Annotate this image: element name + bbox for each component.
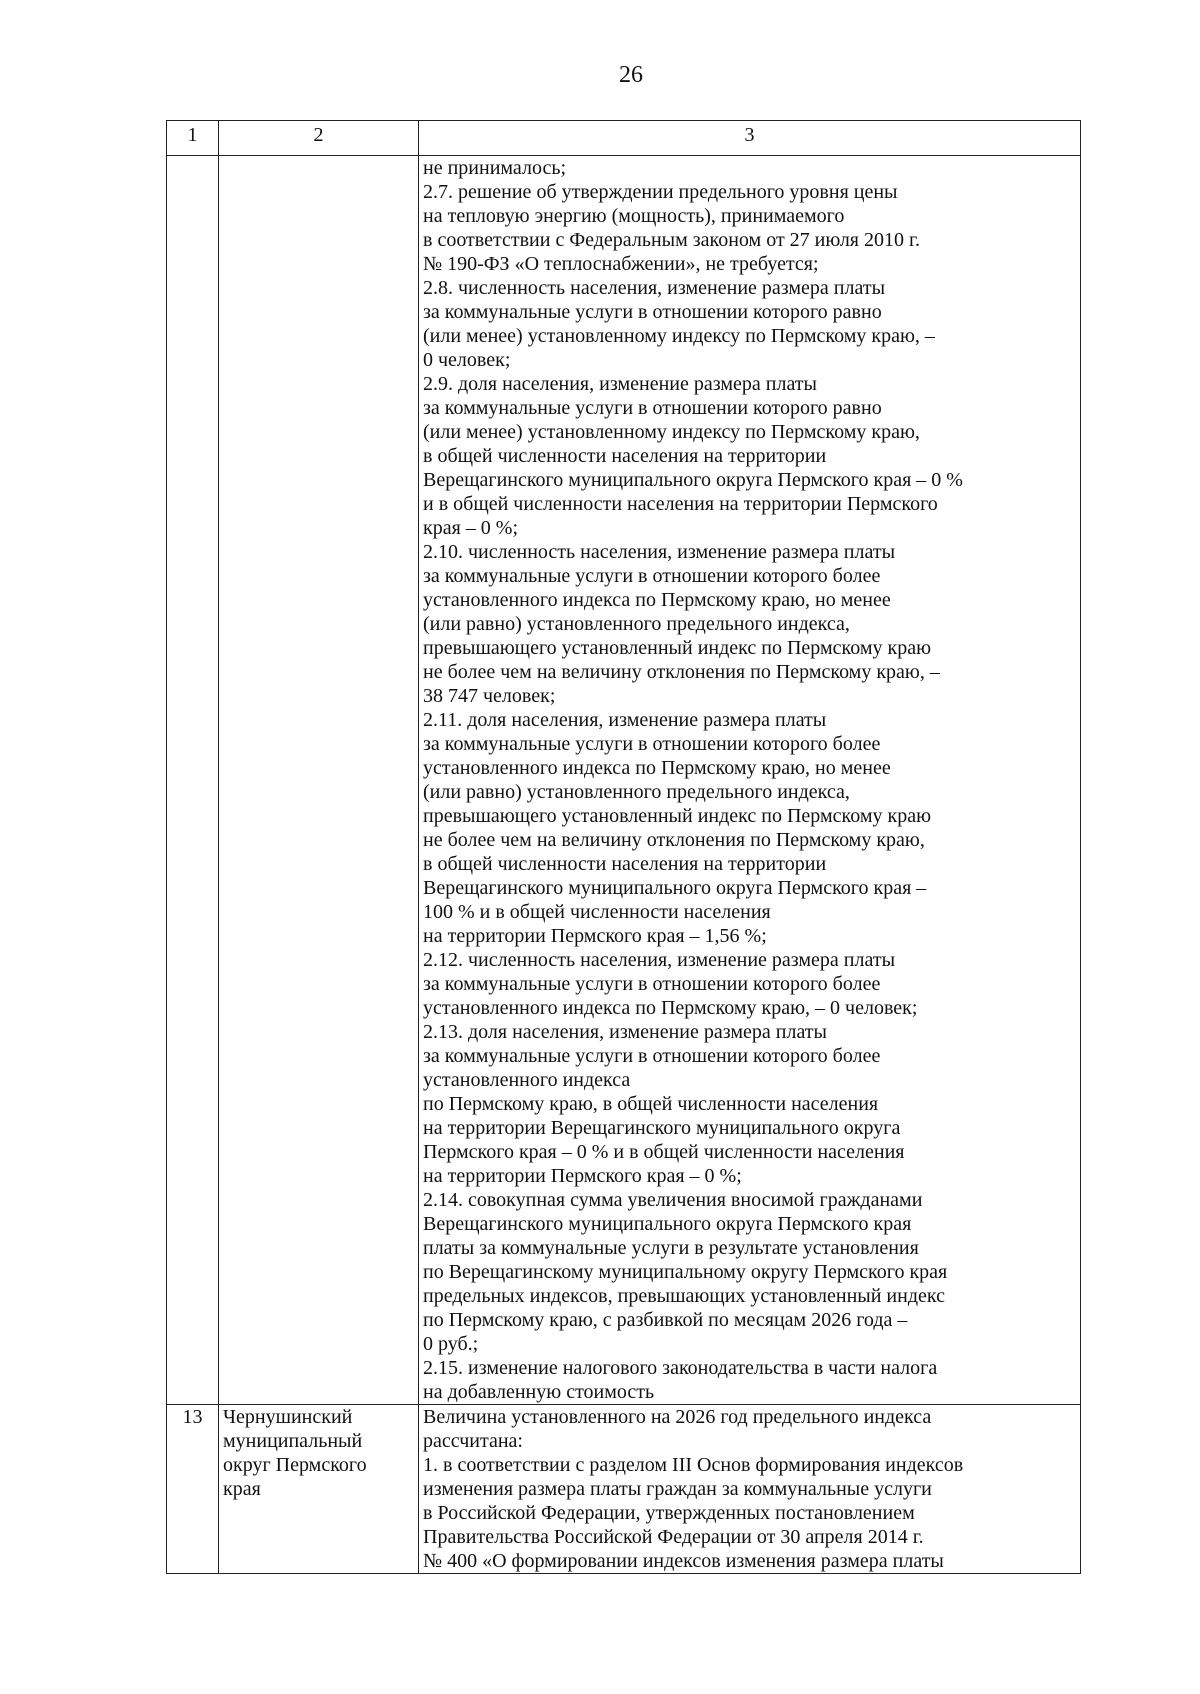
text-line: и в общей численности населения на территории Пермского	[423, 493, 938, 515]
text-line: за коммунальные услуги в отношении которого более	[423, 565, 881, 587]
text-line: за коммунальные услуги в отношении которого равно	[423, 397, 882, 419]
text-line: за коммунальные услуги в отношении которого равно	[423, 301, 882, 323]
table-row	[167, 1405, 1081, 1574]
text-line: 2.7. решение об утверждении предельного уровня цены	[423, 181, 898, 203]
text-line: 0 руб.;	[423, 1333, 479, 1355]
text-line: предельных индексов, превышающих установленный индекс	[423, 1285, 945, 1307]
text-line: установленного индекса по Пермскому краю, – 0 человек;	[423, 997, 918, 1019]
text-line: по Пермскому краю, в общей численности населения	[423, 1093, 879, 1115]
text-line: (или равно) установленного предельного индекса,	[423, 613, 850, 635]
text-line: 2.15. изменение налогового законодательства в части налога	[423, 1357, 938, 1379]
text-line: в Российской Федерации, утвержденных постановлением	[423, 1502, 915, 1524]
header-col-2: 2	[219, 121, 419, 156]
text-line: на тепловую энергию (мощность), принимаемого	[423, 205, 845, 227]
text-line: установленного индекса по Пермскому краю, но менее	[423, 757, 891, 779]
text-line: № 400 «О формировании индексов изменения размера платы	[423, 1550, 944, 1572]
text-line: 100 % и в общей численности населения	[423, 901, 771, 923]
text-line: 2.14. совокупная сумма увеличения вносимой гражданами	[423, 1189, 923, 1211]
text-line: в общей численности населения на территории	[423, 853, 827, 875]
territory-line: муниципальный	[223, 1430, 363, 1452]
text-line: Верещагинского муниципального округа Пермского края – 0 %	[423, 469, 963, 491]
text-line: за коммунальные услуги в отношении которого более	[423, 973, 881, 995]
text-line: (или менее) установленному индексу по Пермскому краю,	[423, 421, 920, 443]
text-line: установленного индекса по Пермскому краю, но менее	[423, 589, 891, 611]
text-line: по Пермскому краю, с разбивкой по месяцам 2026 года –	[423, 1309, 908, 1331]
territory-cell	[219, 156, 419, 1405]
text-line: (или равно) установленного предельного индекса,	[423, 781, 850, 803]
territory-cell	[219, 1405, 419, 1574]
text-line: платы за коммунальные услуги в результате установления	[423, 1237, 919, 1259]
text-line: 0 человек;	[423, 349, 511, 371]
text-line: (или менее) установленному индексу по Пермскому краю, –	[423, 325, 935, 347]
text-line: 2.8. численность населения, изменение размера платы	[423, 277, 886, 299]
tariff-table	[166, 120, 1081, 1574]
text-line: превышающего установленный индекс по Пермскому краю	[423, 805, 932, 827]
text-line: по Верещагинскому муниципальному округу Пермского края	[423, 1261, 948, 1283]
text-line: не более чем на величину отклонения по Пермскому краю,	[423, 829, 925, 851]
text-line: Пермского края – 0 % и в общей численности населения	[423, 1141, 905, 1163]
text-line: на территории Верещагинского муниципального округа	[423, 1117, 901, 1139]
text-line: Верещагинского муниципального округа Пермского края –	[423, 877, 927, 899]
text-line: на территории Пермского края – 1,56 %;	[423, 925, 767, 947]
text-line: 2.10. численность населения, изменение размера платы	[423, 541, 896, 563]
text-line: Правительства Российской Федерации от 30 апреля 2014 г.	[423, 1526, 924, 1548]
territory-line: края	[223, 1478, 261, 1500]
territory-line: Чернушинский	[223, 1406, 353, 1428]
text-line: Величина установленного на 2026 год предельного индекса	[423, 1406, 932, 1428]
text-line: на добавленную стоимость	[423, 1381, 655, 1403]
text-line: 2.11. доля населения, изменение размера платы	[423, 709, 827, 731]
text-line: установленного индекса	[423, 1069, 631, 1091]
text-line: края – 0 %;	[423, 517, 519, 539]
text-line: в соответствии с Федеральным законом от 27 июля 2010 г.	[423, 229, 920, 251]
text-line: 1. в соответствии с разделом III Основ формирования индексов	[423, 1454, 964, 1476]
text-line: на территории Пермского края – 0 %;	[423, 1165, 742, 1187]
table-header-row	[167, 121, 1081, 156]
text-line: изменения размера платы граждан за коммунальные услуги	[423, 1478, 932, 1500]
text-line: за коммунальные услуги в отношении которого более	[423, 733, 881, 755]
text-line: не принималось;	[423, 157, 566, 179]
header-col-3: 3	[419, 121, 1081, 156]
text-line: 2.12. численность населения, изменение размера платы	[423, 949, 896, 971]
row-number	[167, 156, 219, 1405]
text-line: № 190-ФЗ «О теплоснабжении», не требуется;	[423, 253, 819, 275]
text-line: рассчитана:	[423, 1430, 523, 1452]
text-line: в общей численности населения на территории	[423, 445, 827, 467]
text-line: 2.13. доля населения, изменение размера платы	[423, 1021, 827, 1043]
text-line: за коммунальные услуги в отношении которого более	[423, 1045, 881, 1067]
territory-line: округ Пермского	[223, 1454, 367, 1476]
text-line: 38 747 человек;	[423, 685, 556, 707]
row-number: 13	[167, 1405, 219, 1574]
text-line: Верещагинского муниципального округа Пермского края	[423, 1213, 912, 1235]
table-row	[167, 156, 1081, 1405]
conditions-cell	[419, 156, 1081, 1405]
text-line: 2.9. доля населения, изменение размера платы	[423, 373, 817, 395]
text-line: не более чем на величину отклонения по Пермскому краю, –	[423, 661, 940, 683]
text-line: превышающего установленный индекс по Пермскому краю	[423, 637, 932, 659]
header-col-1: 1	[167, 121, 219, 156]
conditions-cell	[419, 1405, 1081, 1574]
page-number: 26	[619, 62, 643, 88]
